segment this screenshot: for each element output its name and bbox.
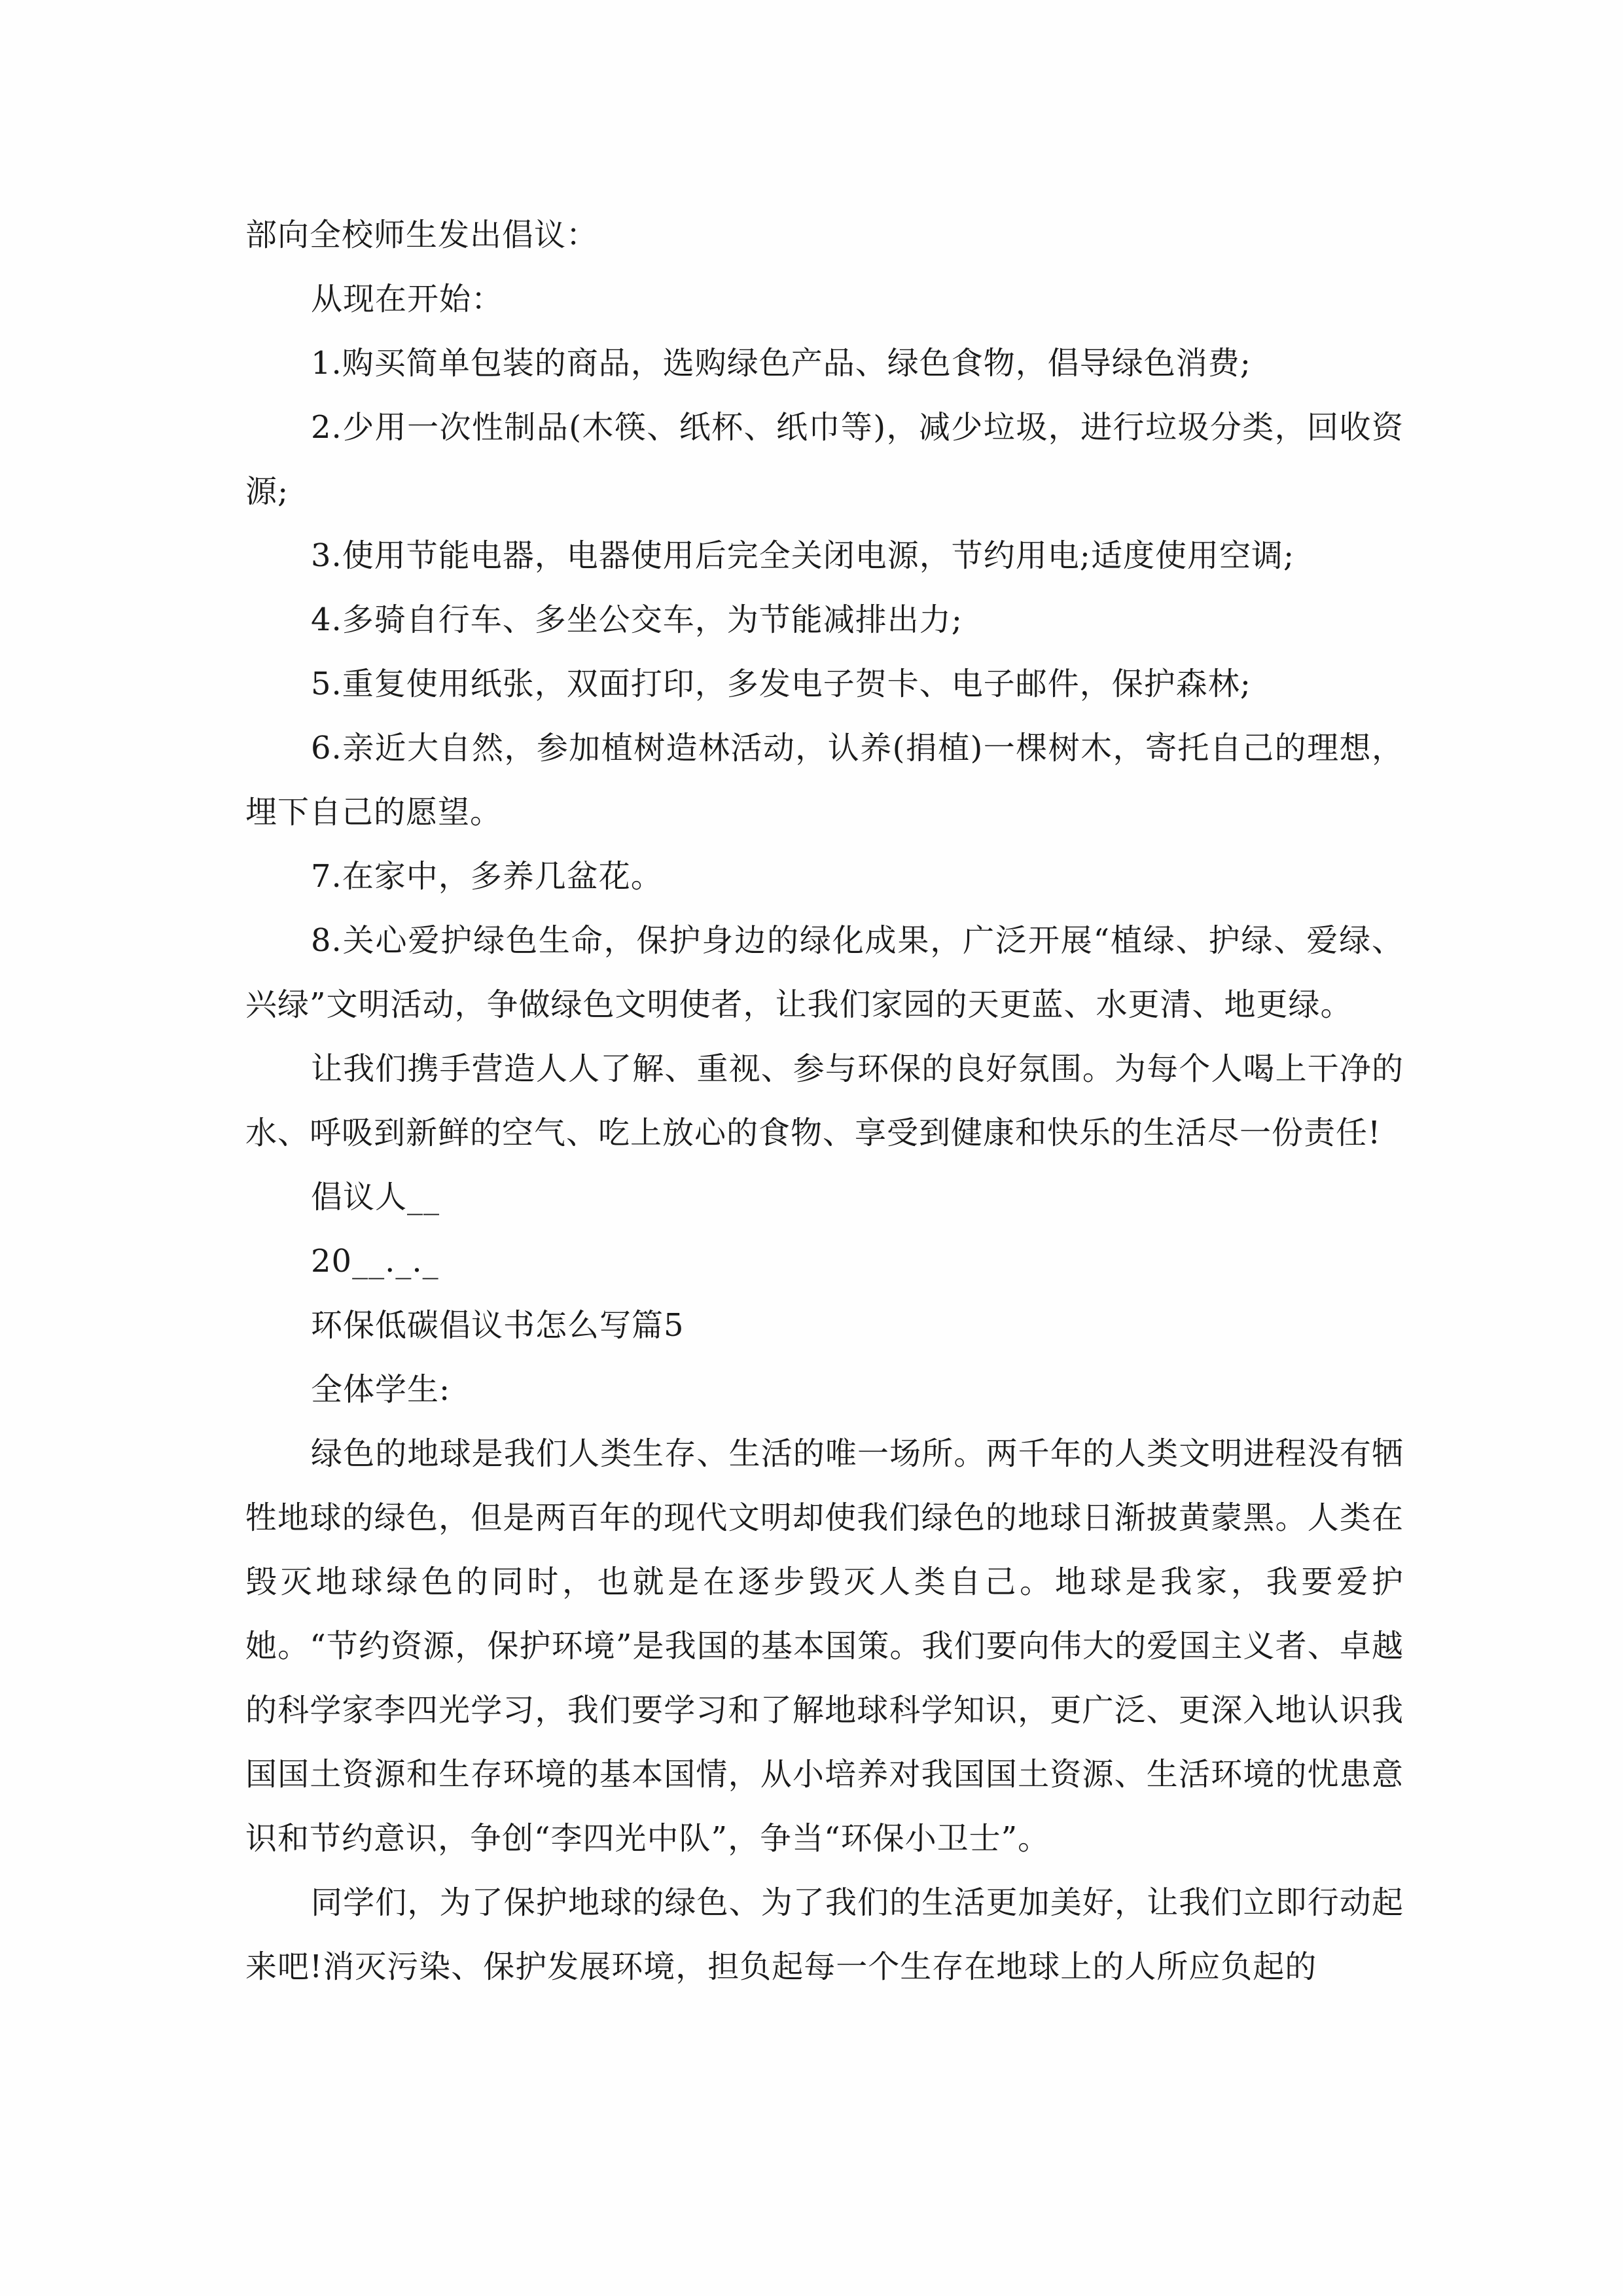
list-item: 8.关心爱护绿色生命，保护身边的绿化成果，广泛开展“植绿、护绿、爱绿、兴绿”文明活动，争做绿色文明使者，让我们家园的天更蓝、水更清、地更绿。 [245,922,1404,1023]
list-item: 1.购买简单包装的商品，选购绿色产品、绿色食物，倡导绿色消费; [311,345,1251,382]
paragraph: 让我们携手营造人人了解、重视、参与环保的良好氛围。为每个人喝上干净的水、呼吸到新鲜的空气、吃上放心的食物、享受到健康和快乐的生活尽一份责任! [245,1050,1404,1151]
list-item: 4.多骑自行车、多坐公交车，为节能减排出力; [311,601,963,638]
list-item: 2.少用一次性制品(木筷、纸杯、纸巾等)，减少垃圾，进行垃圾分类，回收资源; [245,409,1404,510]
document-body [245,203,1404,1999]
signature-line: 倡议人__ [311,1179,440,1215]
list-item: 6.亲近大自然，参加植树造林活动，认养(捐植)一棵树木，寄托自己的理想，埋下自己的愿望。 [245,730,1404,831]
list-item: 7.在家中，多养几盆花。 [311,858,663,895]
list-item: 3.使用节能电器，电器使用后完全关闭电源，节约用电;适度使用空调; [311,537,1295,574]
paragraph: 同学们，为了保护地球的绿色、为了我们的生活更加美好，让我们立即行动起来吧!消灭污染、保护发展环境，担负起每一个生存在地球上的人所应负起的 [245,1884,1404,1985]
paragraph: 从现在开始： [311,281,504,317]
paragraph: 绿色的地球是我们人类生存、生活的唯一场所。两千年的人类文明进程没有牺牲地球的绿色，但是两百年的现代文明却使我们绿色的地球日渐披黄蒙黑。人类在毁灭地球绿色的同时，也就是在逐步毁灭人类自己。地球是我家，我要爱护她。“节约资源，保护环境”是我国的基本国策。我们要向伟大的爱国主义者、卓越的科学家李四光学习，我们要学习和了解地球科学知识，更广泛、更深入地认识我国国土资源和生存环境的基本国情，从小培养对我国国土资源、生活环境的忧患意识和节约意识，争创“李四光中队”，争当“环保小卫士”。 [245,1435,1404,1857]
salutation: 全体学生: [311,1371,451,1408]
paragraph: 部向全校师生发出倡议： [245,217,599,253]
section-heading: 环保低碳倡议书怎么写篇5 [311,1307,685,1344]
list-item: 5.重复使用纸张，双面打印，多发电子贺卡、电子邮件，保护森林; [311,666,1251,702]
date-line: 20__._._ [311,1243,439,1280]
